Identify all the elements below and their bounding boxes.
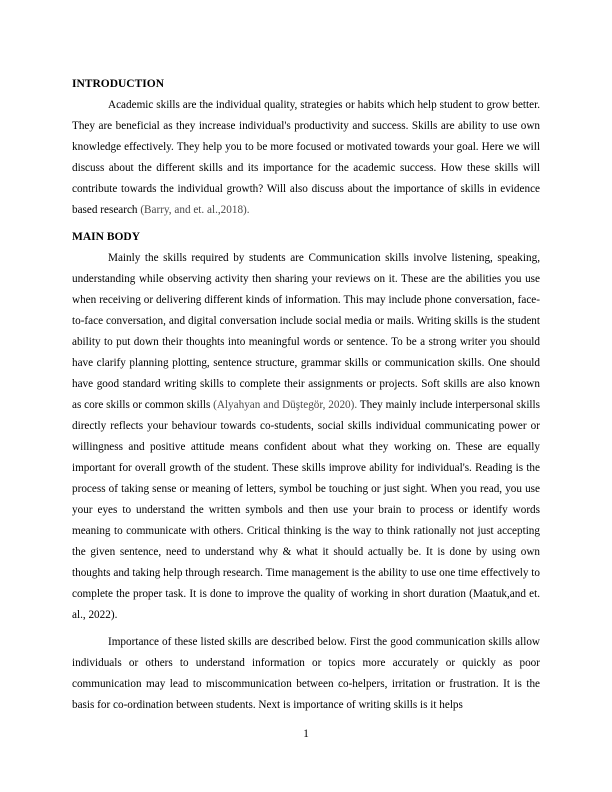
- introduction-paragraph: [72, 95, 540, 221]
- introduction-heading: INTRODUCTION: [72, 78, 165, 90]
- document-page: [72, 74, 540, 716]
- main-body-citation-2: (Maatuk,and et. al., 2022).: [72, 588, 540, 621]
- page-number: 1: [303, 728, 309, 740]
- main-body-text-1a: Mainly the skills required by students are Communication skills involve listening, speaking, understanding while observing activity then sharing your reviews on it. These are the abilities you use when receiving or delivering different kinds of information. This may include phone conversation, face-to-face conversation, and digital conversation include social media or mails. Writing skills is the student ability to put down their thoughts into meaningful words or sentence. To be a strong writer you should have clarify planning plotting, sentence structure, grammar skills or communication skills. One should have good standard writing skills to complete their assignments or projects. Soft skills are also known as core skills or common skills: [72, 252, 540, 411]
- introduction-citation: (Barry, and et. al.,2018).: [140, 204, 250, 216]
- introduction-text: Academic skills are the individual quality, strategies or habits which help student to grow better. They are beneficial as they increase individual's productivity and success. Skills are ability to use own knowledge effectively. They help you to be more focused or motivated towards your goal. Here we will discuss about the different skills and its importance for the academic success. How these skills will contribute towards the individual growth? Will also discuss about the importance of skills in evidence based research: [72, 99, 540, 216]
- main-body-heading: MAIN BODY: [72, 231, 141, 243]
- main-body-citation-1: (Alyahyan and Düştegör, 2020).: [213, 399, 358, 411]
- main-body-paragraph-1: [72, 248, 540, 626]
- main-body-text-1b: They mainly include interpersonal skills directly reflects your behaviour towards co-students, social skills individual communicating power or willingness and positive attitude means confident about what they working on. These are equally important for overall growth of the student. These skills improve ability for individual's. Reading is the process of taking sense or meaning of letters, symbol be touching or just sight. When you read, you use your eyes to understand the written symbols and then use your brain to process or identify words meaning to communicate with others. Critical thinking is the way to think rationally not just accepting the given sentence, need to understand why & what it should actually be. It is done by using own thoughts and taking help through research. Time management is the ability to use one time effectively to complete the proper task. It is done to improve the quality of working in short duration: [72, 399, 541, 600]
- main-body-paragraph-2: Importance of these listed skills are described below. First the good communication skills allow individuals or others to understand information or topics more accurately or quickly as poor communication may lead to miscommunication between co-helpers, irritation or frustration. It is the basis for co-ordination between students. Next is importance of writing skills is it helps: [72, 636, 540, 711]
